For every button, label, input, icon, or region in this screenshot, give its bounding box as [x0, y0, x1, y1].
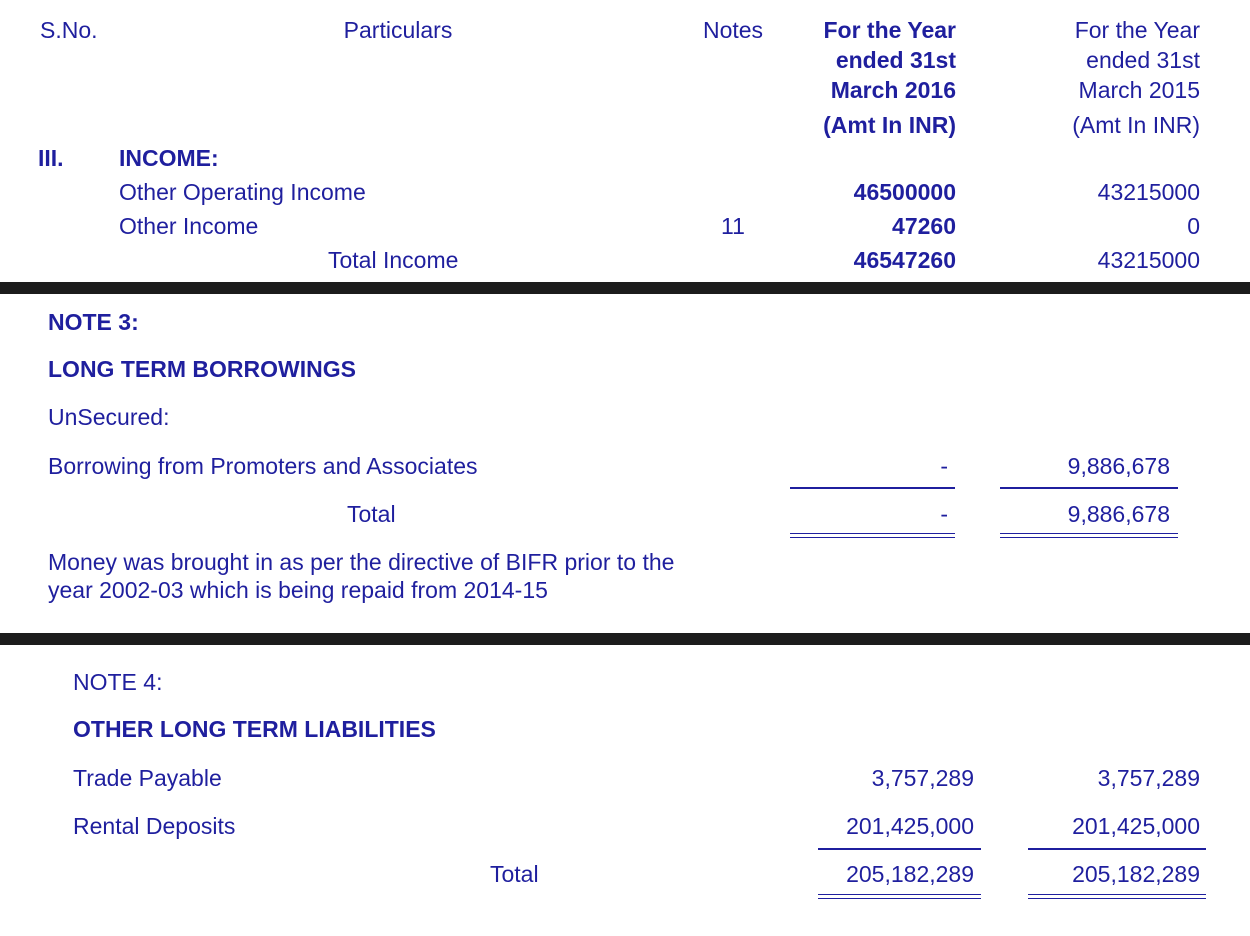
- row-label: Other Income: [119, 213, 259, 239]
- header-sno: S.No.: [40, 17, 98, 43]
- double-rule: [790, 533, 955, 534]
- total-value-2015: 43215000: [1097, 247, 1200, 273]
- subtotal-rule: [818, 848, 981, 850]
- double-rule: [818, 894, 981, 895]
- row-value-2015: 9,886,678: [1067, 453, 1170, 479]
- double-rule: [790, 537, 955, 538]
- double-rule: [1028, 894, 1206, 895]
- header-2015-line3: March 2015: [1078, 77, 1200, 103]
- total-label: Total: [347, 501, 396, 527]
- row-value-2015: 0: [1187, 213, 1200, 239]
- row-label: Trade Payable: [73, 765, 222, 791]
- section-divider: [0, 633, 1250, 645]
- header-2015-line1: For the Year: [1074, 17, 1200, 43]
- header-particulars: Particulars: [343, 17, 453, 43]
- subtotal-rule: [1000, 487, 1178, 489]
- header-2015-line4: (Amt In INR): [1072, 112, 1200, 138]
- row-value-2015: 3,757,289: [1097, 765, 1200, 791]
- double-rule: [1028, 898, 1206, 899]
- row-value-2016: -: [940, 453, 948, 479]
- header-2015-line2: ended 31st: [1086, 47, 1200, 73]
- note-heading: NOTE 3:: [48, 309, 139, 335]
- row-value-2015: 201,425,000: [1072, 813, 1200, 839]
- section-divider: [0, 282, 1250, 294]
- note-title: LONG TERM BORROWINGS: [48, 356, 356, 382]
- header-2016-line2: ended 31st: [835, 47, 956, 73]
- subtotal-rule: [1028, 848, 1206, 850]
- header-notes: Notes: [702, 17, 764, 43]
- note-remark: year 2002-03 which is being repaid from 2014-15: [48, 577, 548, 603]
- row-value-2016: 201,425,000: [846, 813, 974, 839]
- row-label: Other Operating Income: [119, 179, 366, 205]
- note-title: OTHER LONG TERM LIABILITIES: [73, 716, 436, 742]
- total-value-2016: -: [940, 501, 948, 527]
- total-label: Total: [490, 861, 539, 887]
- section-title: INCOME:: [119, 145, 219, 171]
- header-2016-line4: (Amt In INR): [823, 112, 956, 138]
- row-label: Borrowing from Promoters and Associates: [48, 453, 478, 479]
- total-value-2016: 205,182,289: [846, 861, 974, 887]
- row-label: Rental Deposits: [73, 813, 236, 839]
- note-subheading: UnSecured:: [48, 404, 170, 430]
- total-label: Total Income: [328, 247, 459, 273]
- section-number: III.: [38, 145, 64, 171]
- header-2016-line1: For the Year: [823, 17, 956, 43]
- subtotal-rule: [790, 487, 955, 489]
- header-2016-line3: March 2016: [830, 77, 956, 103]
- row-note: 11: [721, 213, 745, 239]
- row-value-2015: 43215000: [1097, 179, 1200, 205]
- note-heading: NOTE 4:: [73, 669, 163, 695]
- double-rule: [818, 898, 981, 899]
- total-value-2015: 205,182,289: [1072, 861, 1200, 887]
- total-value-2016: 46547260: [853, 247, 956, 273]
- double-rule: [1000, 533, 1178, 534]
- row-value-2016: 46500000: [853, 179, 956, 205]
- double-rule: [1000, 537, 1178, 538]
- total-value-2015: 9,886,678: [1067, 501, 1170, 527]
- note-remark: Money was brought in as per the directive of BIFR prior to the: [48, 549, 675, 575]
- row-value-2016: 3,757,289: [871, 765, 974, 791]
- row-value-2016: 47260: [892, 213, 956, 239]
